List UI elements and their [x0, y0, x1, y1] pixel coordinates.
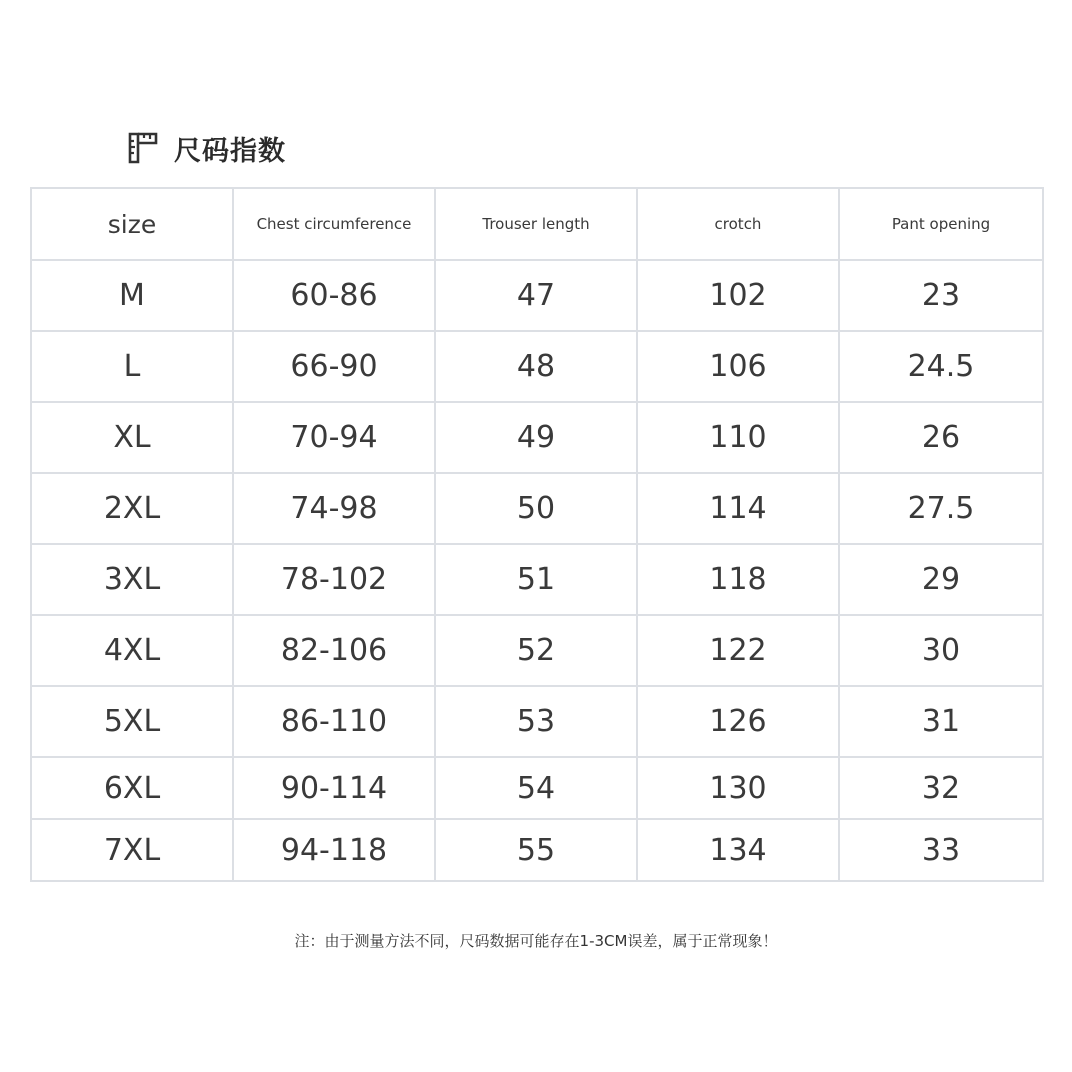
ruler-icon — [126, 131, 160, 165]
cell-chest: 70-94 — [233, 402, 435, 473]
cell-size: XL — [31, 402, 233, 473]
table-row — [31, 819, 1043, 881]
cell-trouser-length: 54 — [435, 757, 637, 819]
cell-size: 3XL — [31, 544, 233, 615]
cell-crotch: 102 — [637, 260, 839, 331]
cell-pant-opening: 29 — [839, 544, 1043, 615]
cell-size: 5XL — [31, 686, 233, 757]
cell-crotch: 130 — [637, 757, 839, 819]
table-row — [31, 544, 1043, 615]
table-row — [31, 402, 1043, 473]
cell-chest: 82-106 — [233, 615, 435, 686]
cell-trouser-length: 55 — [435, 819, 637, 881]
cell-pant-opening: 31 — [839, 686, 1043, 757]
cell-trouser-length: 53 — [435, 686, 637, 757]
cell-chest: 66-90 — [233, 331, 435, 402]
cell-crotch: 134 — [637, 819, 839, 881]
cell-trouser-length: 50 — [435, 473, 637, 544]
header-cell-pant-opening: Pant opening — [839, 188, 1043, 260]
cell-chest: 74-98 — [233, 473, 435, 544]
cell-crotch: 106 — [637, 331, 839, 402]
cell-size: 6XL — [31, 757, 233, 819]
cell-chest: 90-114 — [233, 757, 435, 819]
cell-trouser-length: 48 — [435, 331, 637, 402]
cell-chest: 60-86 — [233, 260, 435, 331]
cell-trouser-length: 47 — [435, 260, 637, 331]
measurement-note: 注：由于测量方法不同，尺码数据可能存在1-3CM误差，属于正常现象！ — [294, 932, 778, 950]
cell-pant-opening: 24.5 — [839, 331, 1043, 402]
size-table — [30, 187, 1044, 882]
cell-size: 7XL — [31, 819, 233, 881]
cell-size: M — [31, 260, 233, 331]
cell-size: L — [31, 331, 233, 402]
cell-crotch: 118 — [637, 544, 839, 615]
table-row — [31, 331, 1043, 402]
cell-size: 4XL — [31, 615, 233, 686]
table-row — [31, 260, 1043, 331]
cell-pant-opening: 30 — [839, 615, 1043, 686]
header-cell-trouser-length: Trouser length — [435, 188, 637, 260]
cell-pant-opening: 33 — [839, 819, 1043, 881]
header-cell-size: size — [31, 188, 233, 260]
cell-pant-opening: 27.5 — [839, 473, 1043, 544]
cell-pant-opening: 32 — [839, 757, 1043, 819]
header-cell-crotch: crotch — [637, 188, 839, 260]
page-title-row — [126, 128, 286, 168]
cell-chest: 86-110 — [233, 686, 435, 757]
table-row — [31, 686, 1043, 757]
cell-pant-opening: 23 — [839, 260, 1043, 331]
cell-crotch: 122 — [637, 615, 839, 686]
cell-chest: 94-118 — [233, 819, 435, 881]
table-row — [31, 473, 1043, 544]
cell-trouser-length: 51 — [435, 544, 637, 615]
cell-pant-opening: 26 — [839, 402, 1043, 473]
table-row — [31, 615, 1043, 686]
cell-trouser-length: 52 — [435, 615, 637, 686]
page-title: 尺码指数 — [174, 135, 286, 167]
table-row — [31, 757, 1043, 819]
cell-size: 2XL — [31, 473, 233, 544]
cell-chest: 78-102 — [233, 544, 435, 615]
header-cell-chest: Chest circumference — [233, 188, 435, 260]
cell-crotch: 126 — [637, 686, 839, 757]
cell-trouser-length: 49 — [435, 402, 637, 473]
cell-crotch: 110 — [637, 402, 839, 473]
table-header-row — [31, 188, 1043, 260]
cell-crotch: 114 — [637, 473, 839, 544]
